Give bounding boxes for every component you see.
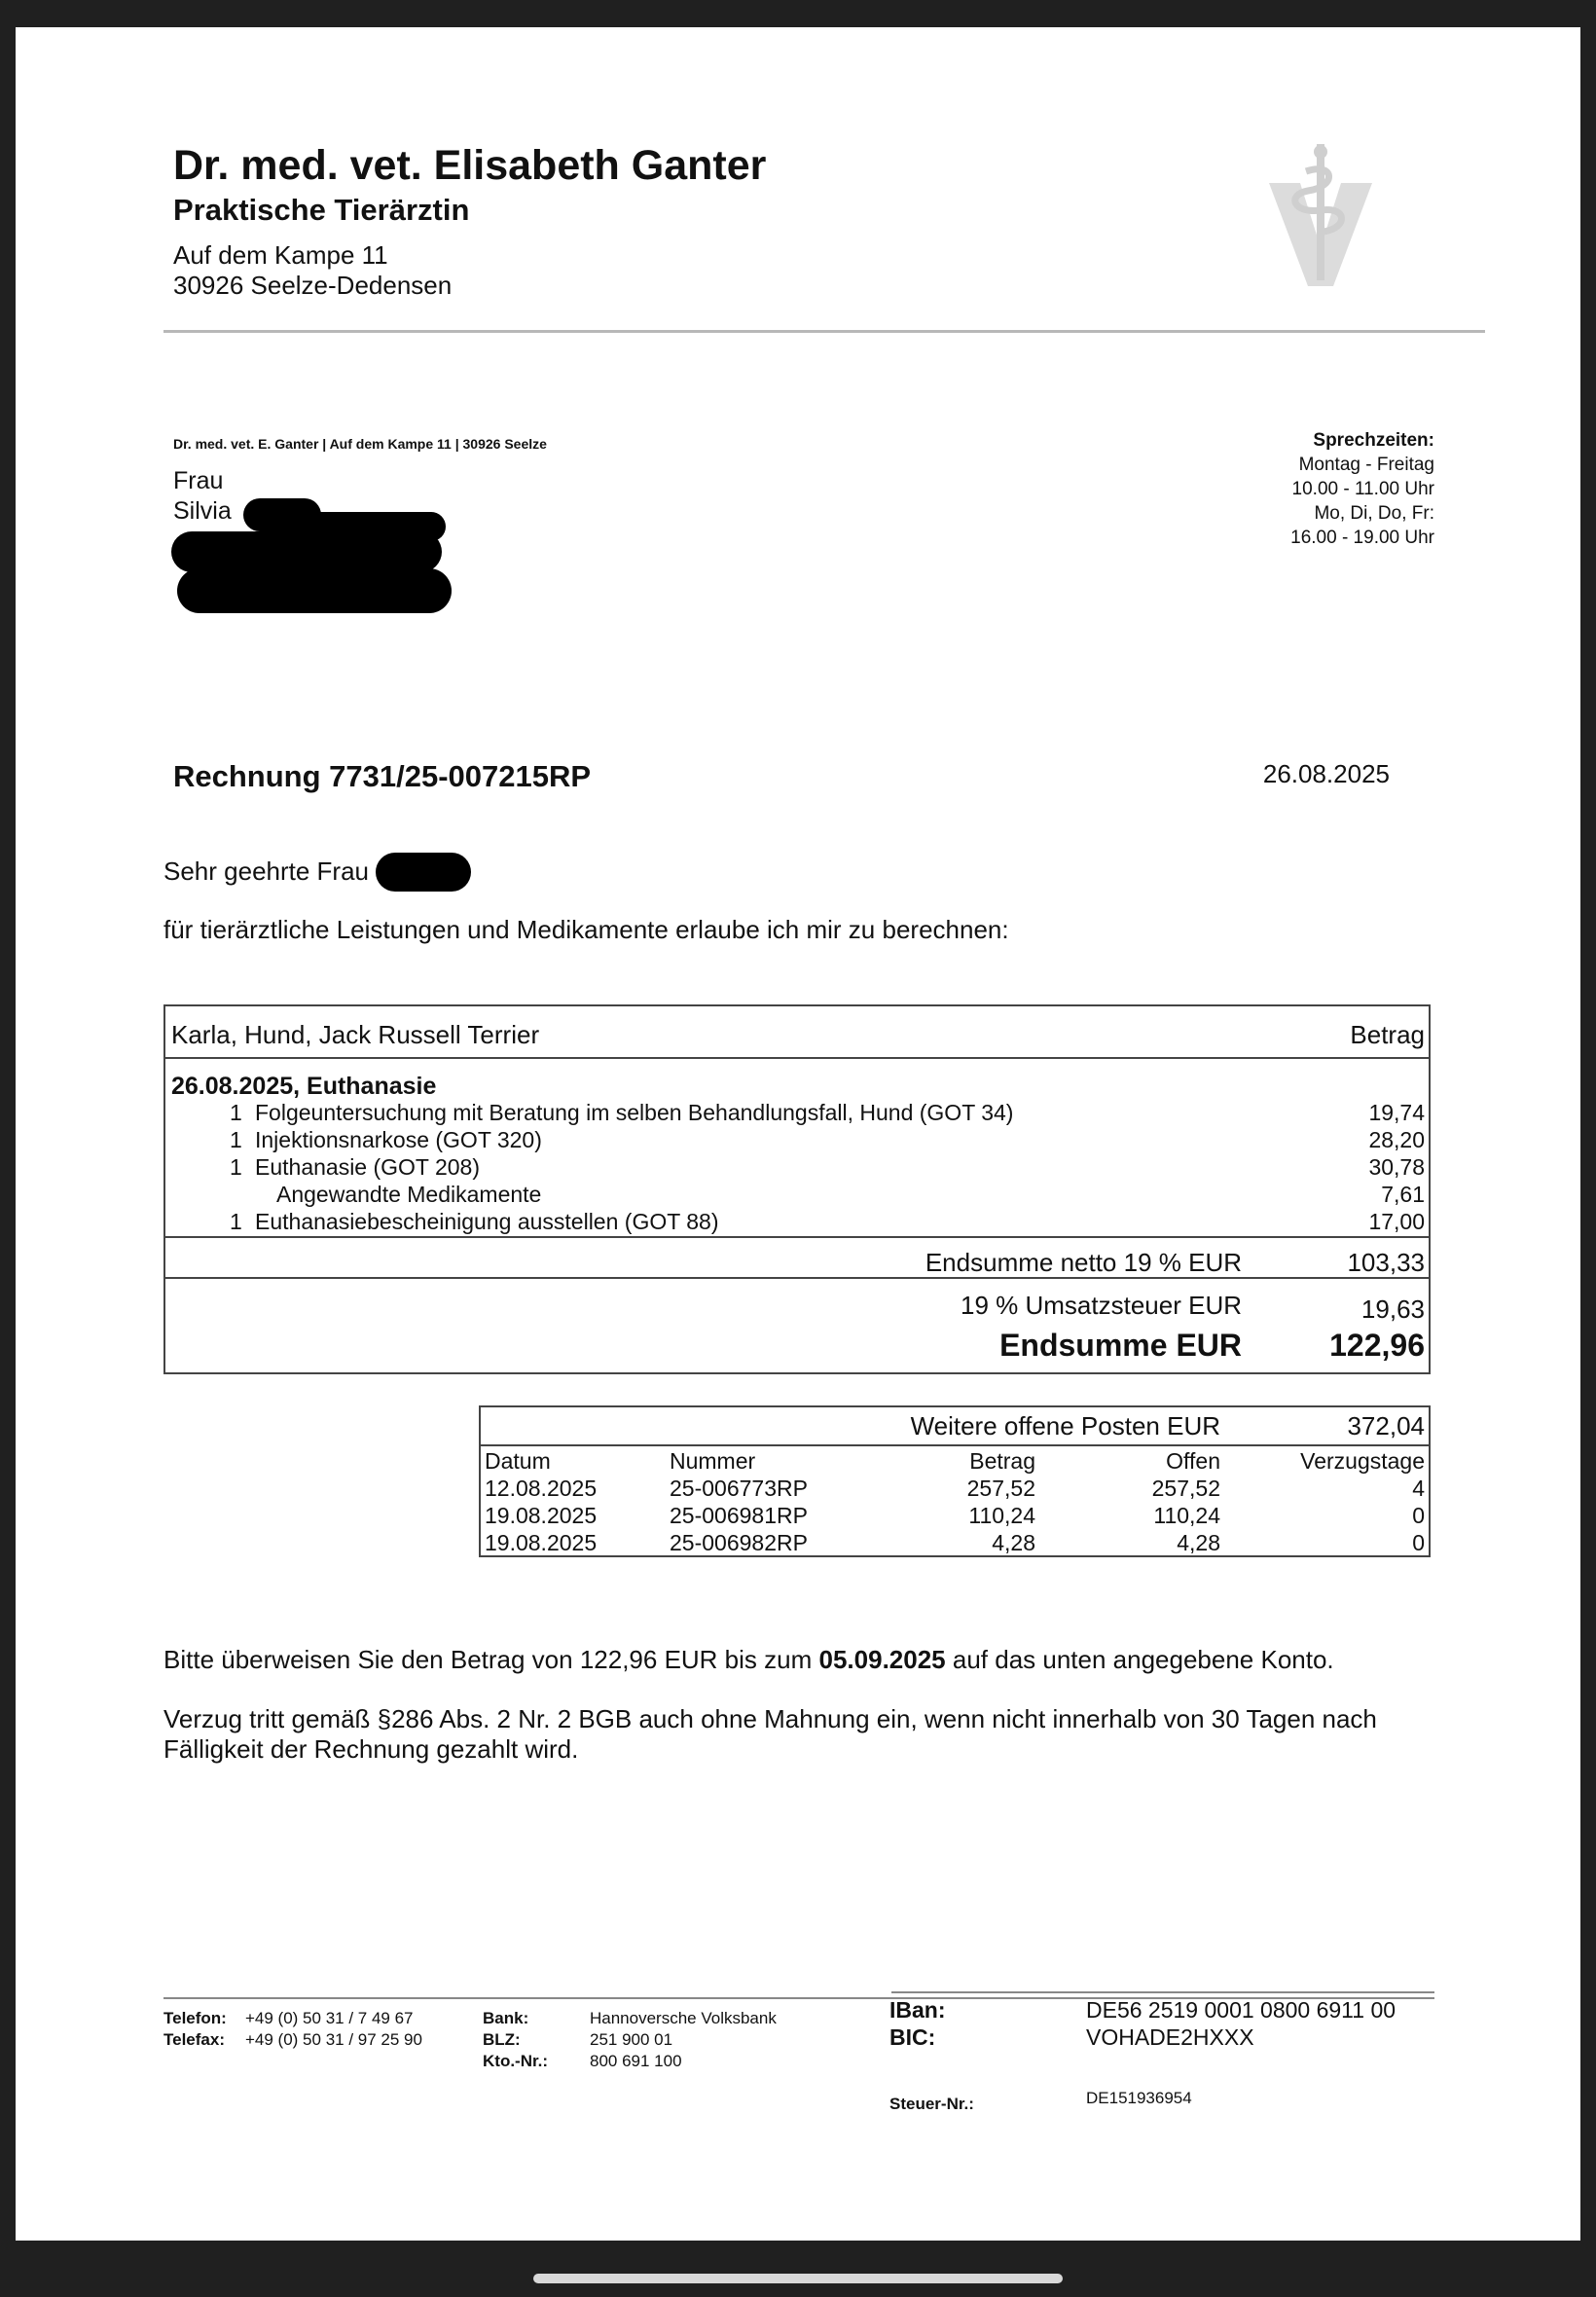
cell-nummer: 25-006981RP <box>670 1503 808 1528</box>
open-items-header-row <box>481 1448 1429 1476</box>
account-number: 800 691 100 <box>590 2052 682 2070</box>
open-items-table <box>479 1405 1431 1557</box>
line-item <box>165 1154 1429 1182</box>
office-hours <box>1290 428 1434 550</box>
iban-label: IBan: <box>889 1997 946 2023</box>
payment-text-pre: Bitte überweisen Sie den Betrag von 122,96 EUR bis zum <box>163 1645 819 1674</box>
footer-divider <box>891 1991 1434 1993</box>
grand-total-value: 122,96 <box>1329 1328 1425 1363</box>
item-description: Euthanasiebescheinigung ausstellen (GOT 88) <box>255 1209 719 1234</box>
open-items-total: 372,04 <box>1347 1411 1425 1440</box>
header-divider <box>163 330 1485 333</box>
bic-label: BIC: <box>889 2024 936 2050</box>
item-quantity: 1 <box>230 1127 242 1152</box>
recipient-salutation: Frau <box>173 467 224 494</box>
item-amount: 19,74 <box>1368 1100 1425 1125</box>
payment-instruction <box>163 1645 1334 1675</box>
greeting: Sehr geehrte Frau <box>163 857 370 886</box>
payment-due-date: 05.09.2025 <box>818 1645 946 1674</box>
delay-notice: Verzug tritt gemäß §286 Abs. 2 Nr. 2 BGB auch ohne Mahnung ein, wenn nicht innerhalb von 30 Tagen nach Fälligkeit der Rechnung gezahlt wird. <box>163 1704 1377 1764</box>
redaction-mark <box>177 568 452 613</box>
table-row <box>481 1503 1429 1530</box>
cell-verzugstage: 0 <box>1412 1503 1425 1528</box>
cell-verzugstage: 4 <box>1412 1476 1425 1501</box>
cell-betrag: 4,28 <box>992 1530 1035 1555</box>
open-items-summary <box>481 1407 1429 1446</box>
office-hours-line: Montag - Freitag <box>1298 455 1434 475</box>
iban-value: DE56 2519 0001 0800 6911 00 <box>1086 1997 1396 2023</box>
practice-title: Praktische Tierärztin <box>173 193 470 227</box>
col-header-verzugstage: Verzugstage <box>1300 1448 1425 1474</box>
item-quantity: 1 <box>230 1154 242 1180</box>
blz-value: 251 900 01 <box>590 2030 673 2049</box>
office-hours-title: Sprechzeiten: <box>1313 430 1434 451</box>
col-header-nummer: Nummer <box>670 1448 756 1474</box>
recipient-name: Silvia <box>173 497 232 525</box>
tax-label: Steuer-Nr.: <box>889 2095 974 2113</box>
cell-datum: 12.08.2025 <box>485 1476 598 1501</box>
blz-label: BLZ: <box>483 2030 521 2049</box>
item-amount: 7,61 <box>1381 1182 1425 1207</box>
fax-number: +49 (0) 50 31 / 97 25 90 <box>245 2030 422 2049</box>
practice-name: Dr. med. vet. Elisabeth Ganter <box>173 142 767 189</box>
net-total-label: Endsumme netto 19 % EUR <box>925 1248 1242 1277</box>
item-description: Folgeuntersuchung mit Beratung im selben Behandlungsfall, Hund (GOT 34) <box>255 1100 1014 1125</box>
services-table <box>163 1004 1431 1374</box>
invoice-date: 26.08.2025 <box>1262 759 1390 788</box>
cell-offen: 257,52 <box>1151 1476 1220 1501</box>
col-header-offen: Offen <box>1166 1448 1220 1474</box>
cell-betrag: 110,24 <box>968 1503 1035 1528</box>
payment-text-post: auf das unten angegebene Konto. <box>945 1645 1334 1674</box>
redaction-mark <box>171 531 442 572</box>
table-row <box>481 1530 1429 1557</box>
phone-label: Telefon: <box>163 2009 227 2027</box>
home-indicator[interactable] <box>533 2274 1063 2283</box>
account-label: Kto.-Nr.: <box>483 2052 549 2070</box>
table-divider <box>165 1277 1429 1279</box>
cell-nummer: 25-006982RP <box>670 1530 808 1555</box>
cell-offen: 4,28 <box>1177 1530 1220 1555</box>
item-description: Euthanasie (GOT 208) <box>255 1154 480 1180</box>
net-total-value: 103,33 <box>1347 1248 1425 1277</box>
item-amount: 28,20 <box>1368 1127 1425 1152</box>
cell-datum: 19.08.2025 <box>485 1503 598 1528</box>
fax-label: Telefax: <box>163 2030 225 2049</box>
item-amount: 30,78 <box>1368 1154 1425 1180</box>
item-amount: 17,00 <box>1368 1209 1425 1234</box>
practice-city: 30926 Seelze-Dedensen <box>173 271 453 300</box>
bank-label: Bank: <box>483 2009 529 2027</box>
office-hours-line: 16.00 - 19.00 Uhr <box>1290 528 1434 548</box>
phone-number: +49 (0) 50 31 / 7 49 67 <box>245 2009 414 2027</box>
line-item <box>165 1209 1429 1236</box>
treatment-section-title: 26.08.2025, Euthanasie <box>171 1073 437 1100</box>
patient-info: Karla, Hund, Jack Russell Terrier <box>171 1020 540 1049</box>
invoice-page[interactable] <box>16 27 1580 2241</box>
item-description: Angewandte Medikamente <box>276 1182 542 1207</box>
amount-header: Betrag <box>1350 1020 1425 1049</box>
line-item <box>165 1100 1429 1127</box>
intro-text: für tierärztliche Leistungen und Medikamente erlaube ich mir zu berechnen: <box>163 915 1009 944</box>
services-table-header <box>165 1006 1429 1059</box>
bic-value: VOHADE2HXXX <box>1086 2024 1254 2050</box>
line-item <box>165 1182 1429 1209</box>
item-quantity: 1 <box>230 1100 242 1125</box>
item-quantity: 1 <box>230 1209 242 1234</box>
table-row <box>481 1476 1429 1503</box>
veterinary-v-aesculapian-icon <box>1267 142 1374 288</box>
office-hours-line: Mo, Di, Do, Fr: <box>1314 503 1434 524</box>
table-divider <box>165 1236 1429 1238</box>
cell-nummer: 25-006773RP <box>670 1476 808 1501</box>
office-hours-line: 10.00 - 11.00 Uhr <box>1291 479 1434 499</box>
cell-verzugstage: 0 <box>1412 1530 1425 1555</box>
cell-offen: 110,24 <box>1153 1503 1220 1528</box>
cell-betrag: 257,52 <box>966 1476 1035 1501</box>
grand-total-label: Endsumme EUR <box>999 1328 1242 1363</box>
practice-street: Auf dem Kampe 11 <box>173 240 388 270</box>
redaction-mark <box>376 853 471 892</box>
item-description: Injektionsnarkose (GOT 320) <box>255 1127 542 1152</box>
col-header-betrag: Betrag <box>969 1448 1035 1474</box>
invoice-title: Rechnung 7731/25-007215RP <box>173 759 592 793</box>
bank-name: Hannoversche Volksbank <box>590 2009 777 2027</box>
col-header-datum: Datum <box>485 1448 551 1474</box>
vat-label: 19 % Umsatzsteuer EUR <box>961 1291 1242 1320</box>
tax-number: DE151936954 <box>1086 2089 1192 2107</box>
line-item <box>165 1127 1429 1154</box>
open-items-title: Weitere offene Posten EUR <box>910 1411 1220 1440</box>
sender-return-line: Dr. med. vet. E. Ganter | Auf dem Kampe 11 | 30926 Seelze <box>173 436 547 452</box>
cell-datum: 19.08.2025 <box>485 1530 598 1555</box>
vat-value: 19,63 <box>1360 1294 1425 1324</box>
